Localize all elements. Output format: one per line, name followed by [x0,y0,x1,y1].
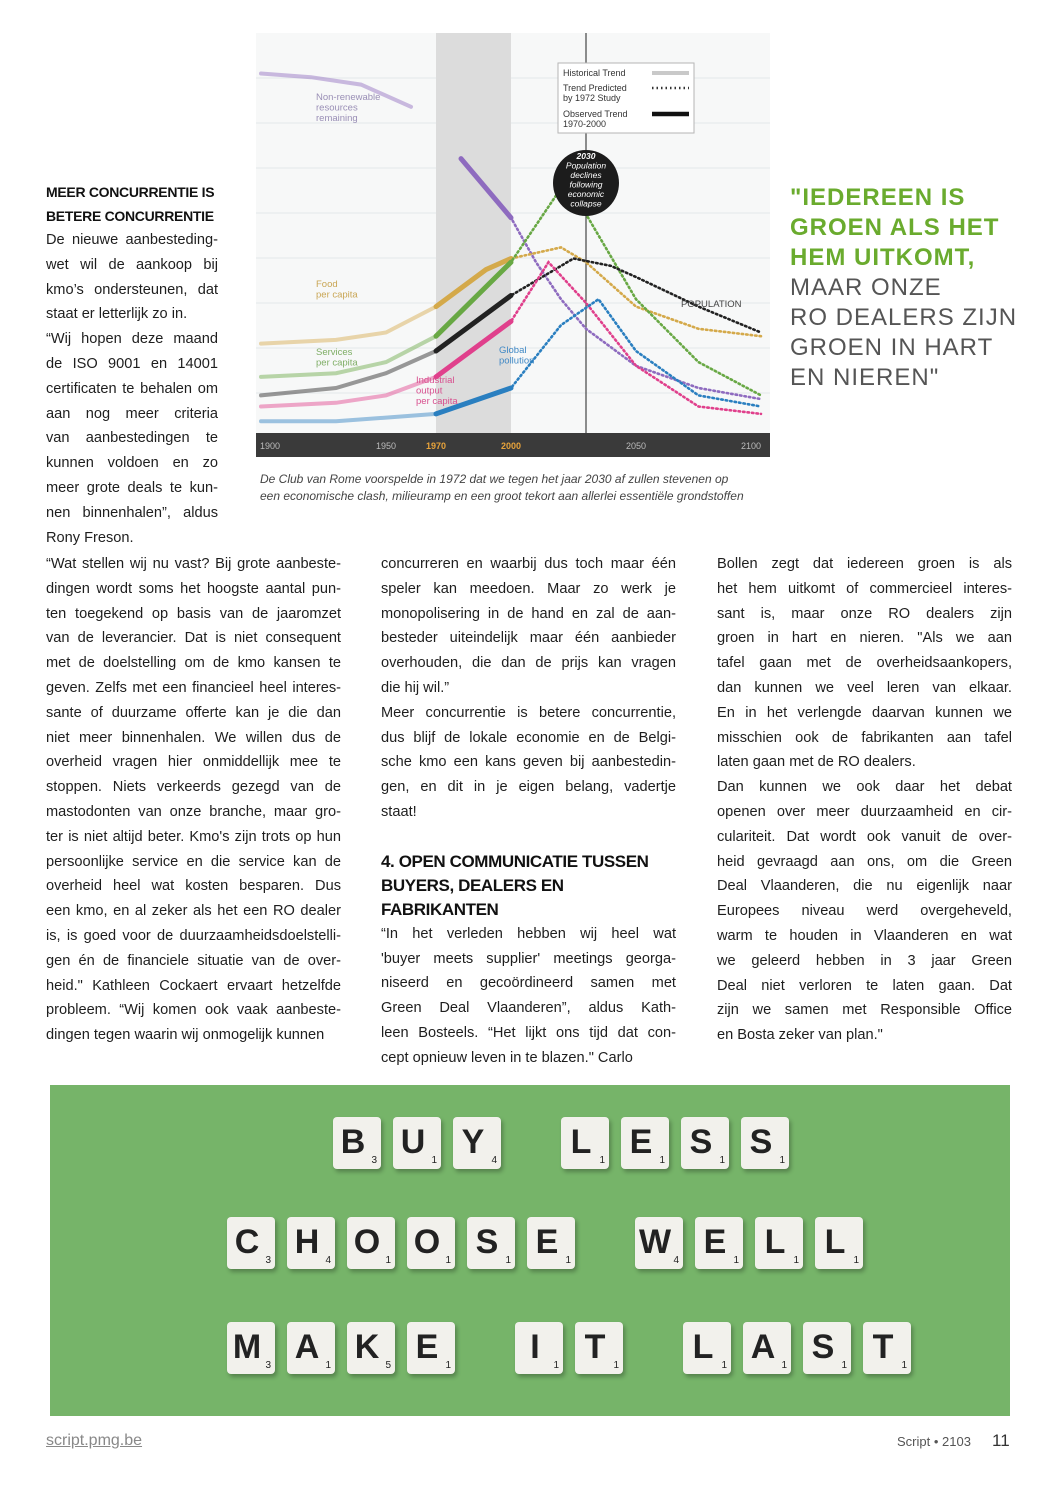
text-line: ten toegekend op basis van de jaaromzet [46,605,341,622]
letter-tile [683,1322,731,1374]
series-label-industrial: Industrial [416,375,455,386]
letter-tile [815,1217,863,1269]
section-heading-line: 4. OPEN COMMUNICATIE TUSSEN [381,851,649,871]
intro-heading [46,180,218,228]
page-number: 11 [992,1431,1010,1450]
text-line: kmo’s ondersteunen, dat [46,281,218,298]
text-line: dan kunnen we veel leren van elkaar. [717,679,1012,696]
series-label-resources: remaining [316,113,358,124]
text-line: monopolisering in de hand en zal de aan- [381,605,676,622]
tile-score: 1 [613,1360,619,1371]
text-line: Rony Freson. [46,529,134,546]
letter-tile [227,1322,275,1374]
pull-quote-green-line: "IEDEREEN IS [790,184,966,211]
text-line: Green Deal Vlaanderen”, aldus Kath- [381,1000,676,1017]
pull-quote-gray-line: GROEN IN HART [790,334,994,361]
column-2-top-text [381,552,676,825]
intro-heading-line: BETERE CONCURRENTIE [46,208,214,224]
tile-score: 1 [901,1360,907,1371]
series-label-services: Services [316,347,353,358]
text-line: die hij wil.” [381,679,450,696]
tile-score: 1 [431,1155,437,1166]
pull-quote-gray-line: EN NIEREN" [790,364,940,391]
series-label-food: per capita [316,289,358,301]
letter-tile [527,1217,575,1269]
text-line: Europees niveau werd overgeheveld, [717,903,1012,920]
tile-letter: M [232,1328,262,1366]
website-link[interactable]: script.pmg.be [46,1432,143,1449]
tile-letter: T [584,1328,606,1366]
letter-tile [635,1217,683,1269]
series-label-resources: Non-renewable [316,92,381,103]
intro-column [46,180,218,550]
text-line: Dan kunnen we ook daar het debat [717,779,1012,796]
tile-score: 1 [445,1255,451,1266]
tile-score: 1 [659,1155,665,1166]
letter-tile [515,1322,563,1374]
series-label-industrial: output [416,385,443,397]
text-line: 'buyer meets supplier' meetings georga- [381,950,676,967]
x-tick-label: 2050 [625,441,647,451]
text-line: cept opnieuw leven in te blazen." Carlo [381,1049,633,1066]
text-line: van aanbestedingen te [46,430,218,447]
text-line: probleem. “Wij komen ook vaak aanbeste- [46,1002,341,1019]
text-line: is, is goed voor de duurzaamheidsdoelstelli- [46,927,341,944]
tile-letter: B [340,1123,366,1161]
text-line: niseerd en gecoördineerd samen met [381,975,676,992]
tile-score: 1 [781,1360,787,1371]
tile-score: 1 [445,1360,451,1371]
legend-label: by 1972 Study [563,93,621,103]
letter-tile [681,1117,729,1169]
text-line: we geleerd hebben in 3 jaar Green [717,952,1012,969]
letter-tile [407,1217,455,1269]
letter-tile [741,1117,789,1169]
pull-quote-gray-line: MAAR ONZE [790,274,942,301]
callout-text: following [569,179,603,190]
text-line: dus blijf de lokale economie en de Belgi- [381,729,676,746]
text-line: “Wat stellen wij nu vast? Bij grote aanbeste- [46,556,341,572]
world-model-chart [256,33,770,457]
text-line: laten gaan met de RO dealers. [717,754,916,771]
intro-heading-line: MEER CONCURRENTIE IS [46,184,215,200]
letter-tile [347,1322,395,1374]
letter-tile [695,1217,743,1269]
tile-score: 1 [505,1255,511,1266]
tile-score: 1 [553,1360,559,1371]
x-tick-label: 1950 [375,441,397,451]
chart-svg [256,33,770,457]
text-line: nen binnenhalen”, aldus [46,504,218,521]
tile-letter: K [354,1328,380,1366]
text-line: kunnen voldoen en zo [46,455,218,472]
text-line: warm te houden in Vlaanderen en wat [717,927,1012,944]
tile-score: 1 [385,1255,391,1266]
text-line: overhouden, die dan de prijs kan vragen [381,655,676,672]
text-line: culariteit. Dat wordt ook vanuit de over- [717,828,1012,845]
text-line: een kmo, en al zeker als het een RO dealer [46,903,341,920]
tile-score: 1 [841,1360,847,1371]
tile-score: 4 [673,1255,679,1266]
letter-tile [287,1322,335,1374]
text-line: sche kmo een kans geven bij aanbestedin- [381,754,676,771]
tile-letter: O [353,1223,381,1261]
tile-score: 4 [325,1255,331,1266]
text-line: het hem uitkomt of commercieel interes- [717,580,1012,597]
text-line: gen, en dit in je eigen belang, vadertje [381,779,676,796]
letter-tile [803,1322,851,1374]
letter-tile [347,1217,395,1269]
series-label-food: Food [316,279,338,290]
text-line: zijn we samen met Responsible Office [717,1002,1012,1019]
tile-letter: E [703,1223,727,1261]
text-line: certificaten te behalen om [46,380,218,397]
text-line: leen Bosteels. “Het lijkt ons tijd dat con- [381,1024,676,1041]
tile-letter: L [692,1328,714,1366]
tile-score: 3 [265,1255,271,1266]
letter-tile [467,1217,515,1269]
tile-letter: T [872,1328,894,1366]
series-label-services: per capita [316,357,358,369]
pull-quote-gray-line: RO DEALERS ZIJN [790,304,1018,331]
text-line: De nieuwe aanbesteding- [46,232,218,248]
text-line: Bollen zegt dat iedereen groen is als [717,556,1012,572]
column-1 [46,552,341,1048]
scrabble-photo [50,1085,1010,1416]
letter-tile [743,1322,791,1374]
legend-label: Historical Trend [563,68,626,78]
text-line: Deal Vlaanderen, die nu eigenlijk naar [717,878,1012,895]
text-line: en Bosta zeker van plan." [717,1027,883,1044]
text-line: sant is, maar onze RO dealers zijn [717,605,1012,622]
series-label-resources: resources [316,102,358,114]
tile-letter: C [234,1223,260,1261]
tile-letter: U [400,1123,426,1161]
letter-tile [863,1322,911,1374]
tile-letter: L [824,1223,846,1261]
text-line: “Wij hopen deze maand [46,331,218,348]
text-line: gen én de financiele situatie van de over- [46,952,341,969]
pull-quote-green-line: GROEN ALS HET [790,214,1000,241]
text-line: besteder uiteindelijk maar één aanbieder [381,630,676,647]
issue-label: Script • 2103 [897,1434,971,1449]
text-line: van de leverancier. Dat is niet consequent [46,630,341,647]
text-line: En in het verlengde daarvan kunnen we [717,704,1012,721]
legend-label: Observed Trend [563,109,628,119]
letter-tile [575,1322,623,1374]
tile-score: 1 [599,1155,605,1166]
tile-score: 4 [491,1155,497,1166]
tile-score: 1 [793,1255,799,1266]
tile-letter: W [638,1223,672,1261]
tile-score: 3 [371,1155,377,1166]
tile-letter: A [294,1328,320,1366]
letter-tile [393,1117,441,1169]
x-tick-label: 2100 [740,441,761,451]
tile-letter: E [415,1328,439,1366]
text-line: de ISO 9001 en 14001 [46,355,218,372]
text-line: aan nog meer criteria [46,405,218,422]
series-line-historical-pollution [261,414,436,421]
text-line: ter is niet altijd beter. Kmo's zijn trots op hun [46,828,341,845]
letter-tile [621,1117,669,1169]
caption-line: een economische clash, milieuramp en een groot tekort aan allerlei essentiële grondstoffen [260,489,744,503]
text-line: tafel gaan met de overheidsaankopers, [717,655,1012,672]
tile-letter: I [530,1328,540,1366]
text-line: heid gevraagd aan ons, om die Green [717,853,1012,870]
section-heading-line: BUYERS, DEALERS EN FABRIKANTEN [381,875,564,919]
legend-label: 1970-2000 [563,119,607,129]
text-line: sante of duurzame offerte kan je die dan [46,704,341,721]
text-line: dingen tegen waarin wij onmogelijk kunnen [46,1027,325,1044]
tile-score: 1 [325,1360,331,1371]
text-line: heid." Kathleen Cockaert ervaart hetzelfde [46,977,341,994]
callout-text: economic [567,189,605,199]
tile-letter: S [749,1123,773,1161]
tile-score: 3 [265,1360,271,1371]
tile-letter: O [413,1223,441,1261]
series-line-historical-food [261,307,436,344]
letter-tile [453,1117,501,1169]
x-tick-label: 2000 [500,441,522,451]
text-line: Deal niet verloren te laten gaan. Dat [717,977,1012,994]
series-label-industrial: per capita [416,396,458,407]
section-heading [381,850,676,922]
text-line: “In het verleden hebben wij heel wat [381,925,676,942]
caption-line: De Club van Rome voorspelde in 1972 dat we tegen het jaar 2030 af zullen stevenen op [260,472,729,486]
x-tick-label: 1900 [260,441,281,451]
letter-tile [755,1217,803,1269]
text-line: staat er letterlijk zo in. [46,306,188,323]
tile-letter: S [811,1328,835,1366]
tile-letter: L [570,1123,592,1161]
text-line: persoonlijke service en die service kan de [46,853,341,870]
text-line: met de doelstelling om de kmo kansen te [46,655,341,672]
text-line: staat! [381,803,417,820]
text-line: stoppen. Niets verkeerds gezegd van de [46,779,341,796]
tile-letter: A [750,1328,776,1366]
tile-letter: S [475,1223,499,1261]
tile-letter: E [535,1223,559,1261]
chart-caption [260,471,780,505]
letter-tile [227,1217,275,1269]
text-line: Meer concurrentie is betere concurrentie, [381,704,676,721]
tile-score: 1 [779,1155,785,1166]
letter-tile [561,1117,609,1169]
text-line: dingen wordt soms het hoogste aantal pun- [46,580,341,597]
tile-score: 1 [721,1360,727,1371]
pull-quote-green-line: HEM UITKOMT, [790,244,976,271]
letter-tile [407,1322,455,1374]
highlight-band [436,33,511,433]
text-line: overheid vragen hier onmiddellijk mee te [46,754,341,771]
column-2-bottom-text [381,922,676,1071]
text-line: overheid heel wat kosten besparen. Dus [46,878,341,895]
tile-letter: S [689,1123,713,1161]
text-line: openen over meer duurzaamheid en cir- [717,803,1012,820]
x-tick-label: 1970 [425,441,447,451]
column-2 [381,552,676,1071]
tile-letter: Y [461,1123,485,1161]
tile-letter: H [294,1223,320,1261]
tile-letter: L [764,1223,786,1261]
letter-tile [333,1117,381,1169]
series-label-pollution: pollution [499,355,535,367]
column-3 [717,552,1012,1048]
intro-text [46,228,218,550]
text-line: mastodonten van onze branche, maar gro- [46,803,341,820]
tile-score: 5 [385,1360,391,1371]
tile-score: 1 [719,1155,725,1166]
text-line: speler kan meedoen. Maar zo werk je [381,580,676,597]
text-line: concurreren en waarbij dus toch maar één [381,556,676,572]
legend-label: Trend Predicted [563,83,627,93]
tile-score: 1 [565,1255,571,1266]
tile-score: 1 [853,1255,859,1266]
callout-text: declines [570,170,602,180]
tile-score: 1 [733,1255,739,1266]
text-line: geven. Zelfs met een financieel heel interes- [46,679,341,696]
text-line: groen in hart en nieren. "Als we aan [717,630,1012,647]
tile-letter: E [629,1123,653,1161]
series-label-pollution: Global [499,345,527,356]
text-line: niet meer binnenhalen. We willen dus de [46,729,341,746]
callout-text: 2030 [576,151,596,161]
callout-text: Population [565,160,607,171]
text-line: meer grote deals te kun- [46,479,218,496]
letter-tile [287,1217,335,1269]
pull-quote [790,183,1030,393]
series-label-population: POPULATION [681,299,742,310]
text-line: wet wil de aankoop bij [46,256,218,273]
text-line: misschien ook de fabrikanten aan tafel [717,729,1012,746]
callout-text: collapse [570,198,602,209]
